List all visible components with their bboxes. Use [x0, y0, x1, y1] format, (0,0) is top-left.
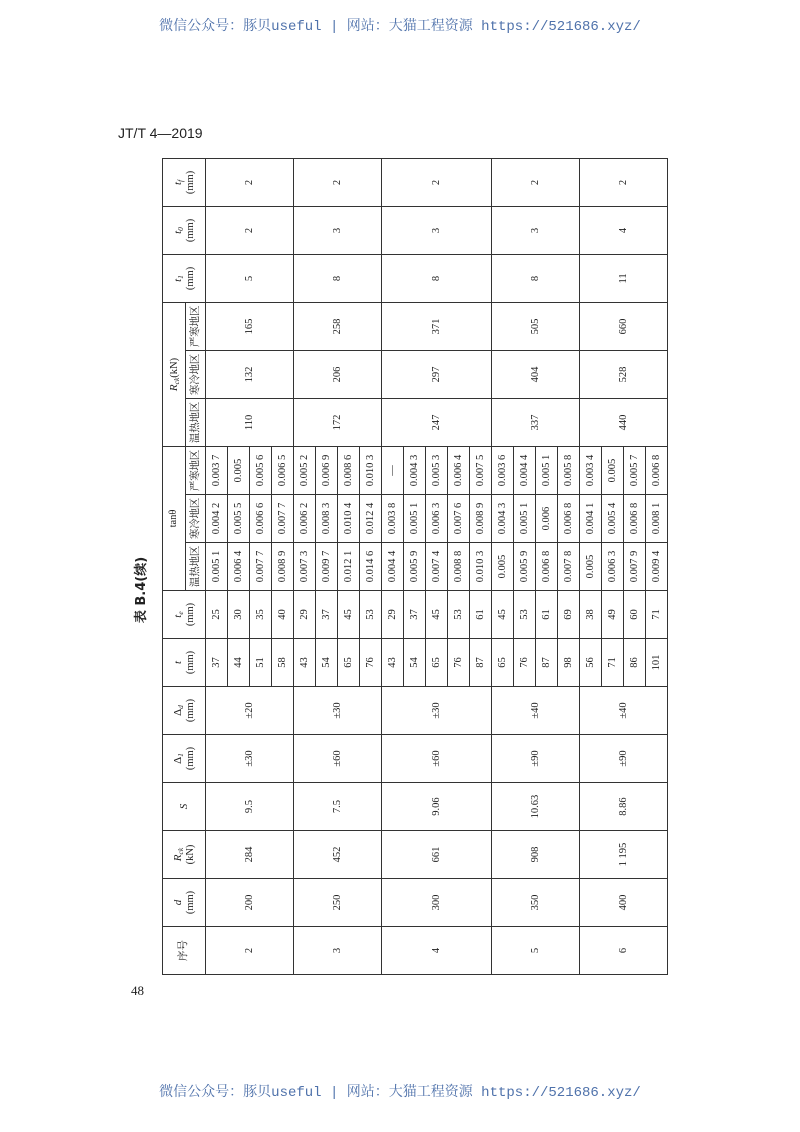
header-d-unit: (mm) [184, 890, 196, 915]
cell-tan-severe: 0.006 8 [646, 446, 668, 494]
cell-tan-warm: 0.006 4 [228, 543, 250, 591]
watermark-bottom: 微信公众号：豚贝useful | 网站：大猫工程资源 https://521686.xyz/ [159, 1085, 641, 1101]
cell-tan-warm: 0.007 3 [294, 543, 316, 591]
cell-tan-warm: 0.005 1 [206, 543, 228, 591]
cell-tan-severe: 0.005 3 [426, 446, 448, 494]
cell-s: 8.86 [580, 783, 668, 831]
cell-tan-cold: 0.008 1 [646, 495, 668, 543]
cell-tan-warm: 0.008 8 [448, 543, 470, 591]
cell-d: 200 [206, 879, 294, 927]
cell-t0: 4 [580, 206, 668, 254]
cell-tan-cold: 0.004 3 [492, 495, 514, 543]
cell-d: 250 [294, 879, 382, 927]
cell-rck-warm: 337 [492, 398, 580, 446]
cell-seq: 6 [580, 927, 668, 975]
cell-rck: 452 [294, 831, 382, 879]
cell-delta1: ±90 [580, 735, 668, 783]
cell-tan-warm: 0.012 1 [338, 543, 360, 591]
header-tan-theta-label: tanθ [168, 509, 179, 528]
cell-tan-cold: 0.005 1 [514, 495, 536, 543]
header-te-symbol: t [171, 614, 184, 618]
cell-t1: 8 [294, 254, 382, 302]
cell-tan-severe: 0.007 5 [470, 446, 492, 494]
cell-rck-cold: 297 [382, 350, 492, 398]
cell-t0: 3 [382, 206, 492, 254]
cell-te: 29 [294, 591, 316, 639]
cell-te: 45 [338, 591, 360, 639]
parameter-table [162, 158, 668, 975]
header-t1-symbol: t [171, 278, 184, 282]
cell-rck: 284 [206, 831, 294, 879]
cell-tan-severe: 0.005 [602, 446, 624, 494]
header-t1-unit: (mm) [184, 266, 196, 291]
cell-tan-warm: 0.009 7 [316, 543, 338, 591]
cell-t: 71 [602, 639, 624, 687]
cell-tan-severe: 0.005 7 [624, 446, 646, 494]
cell-delta1: ±90 [492, 735, 580, 783]
cell-tan-cold: 0.006 [536, 495, 558, 543]
cell-tan-severe: 0.010 3 [360, 446, 382, 494]
header-t1 [163, 254, 206, 302]
header-t0-symbol: t [171, 230, 184, 234]
header-te [163, 591, 206, 639]
cell-t: 76 [514, 639, 536, 687]
cell-t: 56 [580, 639, 602, 687]
cell-t: 76 [360, 639, 382, 687]
cell-te: 40 [272, 591, 294, 639]
cell-tan-warm: 0.006 8 [536, 543, 558, 591]
header-s [163, 783, 206, 831]
header-tan-severe: 严寒地区 [186, 446, 206, 494]
cell-t1: 8 [382, 254, 492, 302]
cell-t: 65 [492, 639, 514, 687]
cell-t: 98 [558, 639, 580, 687]
cell-tan-cold: 0.007 7 [272, 495, 294, 543]
header-deltad-unit: (mm) [184, 698, 196, 723]
cell-rck-severe: 258 [294, 302, 382, 350]
header-t-unit: (mm) [184, 650, 196, 675]
page-number: 48 [131, 983, 144, 998]
cell-t0: 2 [206, 206, 294, 254]
cell-te: 53 [360, 591, 382, 639]
cell-te: 53 [448, 591, 470, 639]
cell-rck-warm: 440 [580, 398, 668, 446]
cell-te: 71 [646, 591, 668, 639]
cell-tan-warm: 0.008 9 [272, 543, 294, 591]
watermark-top: 微信公众号：豚贝useful | 网站：大猫工程资源 https://521686.xyz/ [159, 19, 641, 35]
cell-t: 37 [206, 639, 228, 687]
cell-tan-warm: 0.007 8 [558, 543, 580, 591]
cell-tan-warm: 0.005 [580, 543, 602, 591]
header-tan-theta [163, 446, 186, 590]
cell-te: 38 [580, 591, 602, 639]
cell-t: 87 [536, 639, 558, 687]
cell-deltad: ±20 [206, 687, 294, 735]
cell-rck: 1 195 [580, 831, 668, 879]
cell-tan-severe: 0.003 6 [492, 446, 514, 494]
cell-tan-warm: 0.010 3 [470, 543, 492, 591]
header-rck-warm: 温热地区 [186, 398, 206, 446]
cell-tan-severe: 0.003 4 [580, 446, 602, 494]
cell-s: 7.5 [294, 783, 382, 831]
cell-deltad: ±40 [492, 687, 580, 735]
cell-tan-cold: 0.006 8 [624, 495, 646, 543]
cell-t: 43 [382, 639, 404, 687]
cell-tan-cold: 0.008 3 [316, 495, 338, 543]
cell-t: 54 [404, 639, 426, 687]
cell-te: 53 [514, 591, 536, 639]
cell-seq: 2 [206, 927, 294, 975]
cell-te: 61 [470, 591, 492, 639]
cell-delta1: ±60 [382, 735, 492, 783]
header-rck-region-subscript: ck [171, 377, 181, 385]
header-t0 [163, 206, 206, 254]
cell-seq: 4 [382, 927, 492, 975]
cell-tan-cold: 0.010 4 [338, 495, 360, 543]
cell-t: 87 [470, 639, 492, 687]
table-row [206, 158, 228, 974]
header-te-unit: (mm) [184, 602, 196, 627]
cell-tan-severe: 0.005 2 [294, 446, 316, 494]
header-rck-cold: 寒冷地区 [186, 350, 206, 398]
cell-seq: 5 [492, 927, 580, 975]
header-te-subscript: e [175, 611, 185, 615]
cell-t: 58 [272, 639, 294, 687]
cell-te: 30 [228, 591, 250, 639]
header-deltad-symbol: Δ [171, 708, 184, 716]
cell-tan-severe: 0.005 8 [558, 446, 580, 494]
cell-tan-cold: 0.012 4 [360, 495, 382, 543]
cell-s: 10.63 [492, 783, 580, 831]
cell-tan-cold: 0.003 8 [382, 495, 404, 543]
cell-te: 45 [492, 591, 514, 639]
header-deltad [163, 687, 206, 735]
cell-tf: 2 [382, 158, 492, 206]
cell-delta1: ±30 [206, 735, 294, 783]
cell-tan-severe: 0.006 4 [448, 446, 470, 494]
header-row-1 [163, 158, 186, 974]
cell-tan-severe: 0.008 6 [338, 446, 360, 494]
header-tan-warm: 温热地区 [186, 543, 206, 591]
table-row [382, 158, 404, 974]
cell-tan-severe: 0.005 1 [536, 446, 558, 494]
cell-te: 25 [206, 591, 228, 639]
cell-tan-severe: — [382, 446, 404, 494]
cell-rck-cold: 206 [294, 350, 382, 398]
cell-tan-severe: 0.005 [228, 446, 250, 494]
cell-tan-cold: 0.005 4 [602, 495, 624, 543]
cell-rck-severe: 165 [206, 302, 294, 350]
cell-tan-cold: 0.006 8 [558, 495, 580, 543]
cell-te: 69 [558, 591, 580, 639]
table-body [206, 158, 668, 974]
cell-tan-severe: 0.006 5 [272, 446, 294, 494]
cell-t: 51 [250, 639, 272, 687]
cell-deltad: ±30 [382, 687, 492, 735]
table-title: 表 B.4(续) [134, 556, 149, 624]
cell-tan-severe: 0.004 3 [404, 446, 426, 494]
cell-rck-warm: 172 [294, 398, 382, 446]
header-rck [163, 831, 206, 879]
table-row [492, 158, 514, 974]
cell-tan-warm: 0.004 4 [382, 543, 404, 591]
header-delta1-symbol: Δ [171, 756, 184, 764]
header-deltad-subscript: d [175, 705, 185, 709]
cell-tan-cold: 0.004 2 [206, 495, 228, 543]
cell-tan-cold: 0.005 5 [228, 495, 250, 543]
header-delta1 [163, 735, 206, 783]
header-tf-symbol: t [171, 181, 184, 186]
cell-rck-severe: 371 [382, 302, 492, 350]
cell-rck-cold: 404 [492, 350, 580, 398]
table-row [580, 158, 602, 974]
cell-tan-severe: 0.004 4 [514, 446, 536, 494]
cell-rck-severe: 505 [492, 302, 580, 350]
cell-t1: 11 [580, 254, 668, 302]
cell-rck-severe: 660 [580, 302, 668, 350]
header-delta1-unit: (mm) [184, 746, 196, 771]
cell-tan-cold: 0.006 3 [426, 495, 448, 543]
cell-rck-cold: 132 [206, 350, 294, 398]
header-t [163, 639, 206, 687]
cell-s: 9.5 [206, 783, 294, 831]
header-rck-region [163, 302, 186, 446]
cell-te: 35 [250, 591, 272, 639]
cell-te: 60 [624, 591, 646, 639]
cell-te: 37 [316, 591, 338, 639]
cell-deltad: ±30 [294, 687, 382, 735]
header-rck-subscript: ck [175, 847, 185, 855]
cell-te: 49 [602, 591, 624, 639]
header-seq-label: 序号 [178, 940, 189, 961]
header-seq [163, 927, 206, 975]
cell-tan-warm: 0.009 4 [646, 543, 668, 591]
cell-te: 29 [382, 591, 404, 639]
cell-tan-warm: 0.007 9 [624, 543, 646, 591]
header-rck-symbol: R [171, 854, 184, 862]
cell-rck-warm: 247 [382, 398, 492, 446]
header-tan-cold: 寒冷地区 [186, 495, 206, 543]
cell-d: 300 [382, 879, 492, 927]
cell-tan-warm: 0.007 7 [250, 543, 272, 591]
header-tf-unit: (mm) [184, 170, 196, 195]
header-rck-unit: (kN) [184, 844, 196, 865]
header-d [163, 879, 206, 927]
cell-tan-cold: 0.008 9 [470, 495, 492, 543]
cell-t: 65 [426, 639, 448, 687]
cell-t0: 3 [492, 206, 580, 254]
cell-tan-warm: 0.005 [492, 543, 514, 591]
cell-tan-warm: 0.006 3 [602, 543, 624, 591]
header-t0-subscript: 0 [175, 227, 185, 231]
cell-tan-cold: 0.006 2 [294, 495, 316, 543]
cell-rck-warm: 110 [206, 398, 294, 446]
header-s-symbol: S [177, 803, 190, 810]
cell-delta1: ±60 [294, 735, 382, 783]
table-row [294, 158, 316, 974]
cell-rck: 908 [492, 831, 580, 879]
cell-t: 86 [624, 639, 646, 687]
cell-t: 65 [338, 639, 360, 687]
cell-tan-warm: 0.007 4 [426, 543, 448, 591]
cell-t: 101 [646, 639, 668, 687]
cell-tan-warm: 0.014 6 [360, 543, 382, 591]
running-header-code: JT/T 4—2019 [118, 125, 203, 141]
header-delta1-subscript: 1 [175, 753, 185, 757]
cell-tan-cold: 0.005 1 [404, 495, 426, 543]
header-tf-subscript: f [175, 179, 185, 182]
cell-t: 54 [316, 639, 338, 687]
header-rck-region-unit: (kN) [168, 357, 180, 378]
cell-tan-warm: 0.005 9 [404, 543, 426, 591]
header-t1-subscript: 1 [175, 275, 185, 279]
cell-tan-severe: 0.005 6 [250, 446, 272, 494]
cell-te: 61 [536, 591, 558, 639]
header-rck-region-symbol: R [167, 384, 180, 392]
cell-tan-cold: 0.007 6 [448, 495, 470, 543]
cell-te: 37 [404, 591, 426, 639]
header-d-symbol: d [171, 899, 184, 906]
header-t0-unit: (mm) [184, 218, 196, 243]
header-t-symbol: t [171, 660, 184, 665]
cell-te: 45 [426, 591, 448, 639]
cell-deltad: ±40 [580, 687, 668, 735]
cell-d: 350 [492, 879, 580, 927]
cell-tf: 2 [580, 158, 668, 206]
cell-t: 76 [448, 639, 470, 687]
cell-tf: 2 [492, 158, 580, 206]
cell-tf: 2 [294, 158, 382, 206]
cell-rck-cold: 528 [580, 350, 668, 398]
rotated-table-container [162, 159, 667, 975]
cell-tan-cold: 0.006 6 [250, 495, 272, 543]
cell-rck: 661 [382, 831, 492, 879]
cell-d: 400 [580, 879, 668, 927]
cell-t: 44 [228, 639, 250, 687]
cell-t: 43 [294, 639, 316, 687]
table-header [163, 158, 206, 974]
cell-t1: 8 [492, 254, 580, 302]
cell-tf: 2 [206, 158, 294, 206]
cell-tan-severe: 0.003 7 [206, 446, 228, 494]
cell-tan-cold: 0.004 1 [580, 495, 602, 543]
header-rck-severe: 严寒地区 [186, 302, 206, 350]
cell-tan-warm: 0.005 9 [514, 543, 536, 591]
cell-t0: 3 [294, 206, 382, 254]
cell-t1: 5 [206, 254, 294, 302]
cell-seq: 3 [294, 927, 382, 975]
cell-s: 9.06 [382, 783, 492, 831]
header-tf [163, 158, 206, 206]
cell-tan-severe: 0.006 9 [316, 446, 338, 494]
